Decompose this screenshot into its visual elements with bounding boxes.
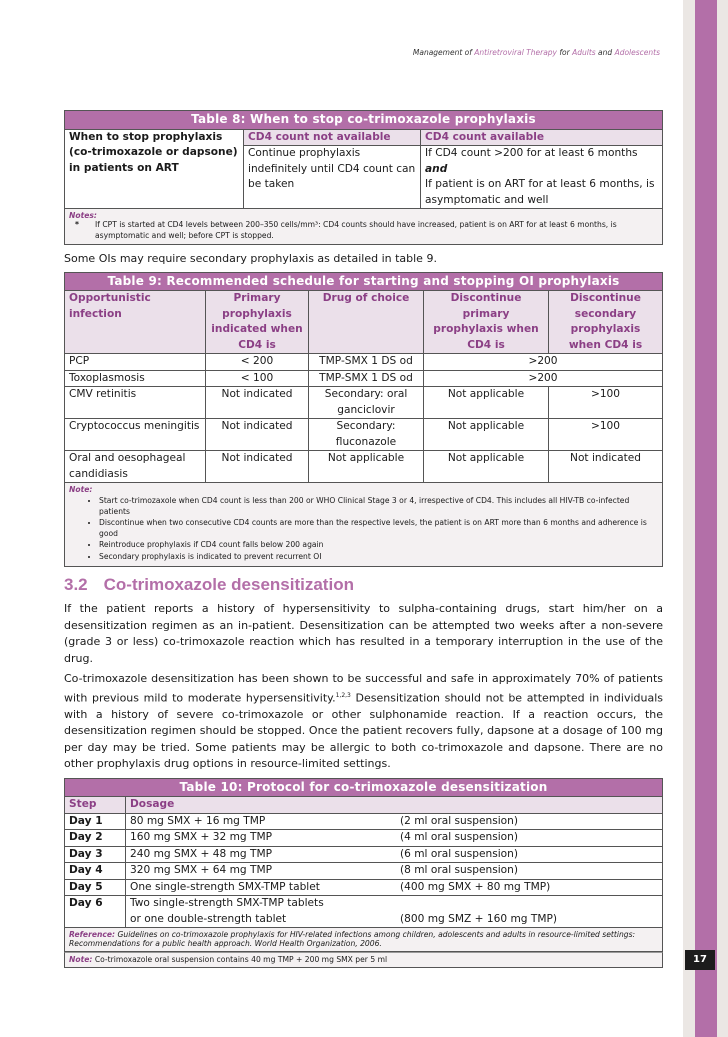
table-10 [64,778,663,929]
table-9-header: Opportunistic infection [65,291,206,354]
running-header [64,48,660,57]
table-cell: Day 4 [65,863,126,880]
table-cell: Day 2 [65,830,126,847]
table-cell: (400 mg SMX + 80 mg TMP) [396,879,663,896]
header-highlight: Adults [572,48,596,57]
paragraph: If the patient reports a history of hypersensitivity to sulpha-containing drugs, start him/her on a desensitization regimen as an in-patient. Desensitization can be attempted two weeks after a non-severe (grade 3 or less) co-trimoxazole reaction which has resulted in a temporary interruption in the use of the drug. [64,602,663,665]
table-row [65,370,663,387]
note-text: If CPT is started at CD4 levels between 200–350 cells/mm³: CD4 counts should have increased, patient is on ART for at least 6 months, is asymptomatic and well; before CPT is stopped. [95,220,617,240]
cd4-condition-1: If CD4 count >200 for at least 6 months [425,147,638,159]
table-cell: Not applicable [424,419,549,451]
header-highlight: Antiretroviral Therapy [474,48,557,57]
page-number: 17 [685,950,715,970]
table-row [65,354,663,371]
table-9-header: Discontinue primary prophylaxis when CD4 is [424,291,549,354]
table-8-col2-value [421,146,663,209]
cd4-condition-2: If patient is on ART for at least 6 months, is asymptomatic and well [425,178,655,206]
table-10-header: Dosage [126,797,663,814]
table-row [65,863,663,880]
table-8-col2-header: CD4 count available [421,129,663,146]
table-cell: PCP [65,354,206,371]
table-cell: (8 ml oral suspension) [396,863,663,880]
intro-text: Some OIs may require secondary prophylaxis as detailed in table 9. [64,252,437,265]
list-item: • Secondary prophylaxis is indicated to prevent recurrent OI [99,552,658,563]
table-8-row-label: When to stop prophylaxis (co-trimoxazole or dapsone) in patients on ART [65,129,244,209]
table-cell: >100 [549,419,663,451]
notes-label: Note: [69,485,93,494]
table-9-header: Discontinue secondary prophylaxis when CD4 is [549,291,663,354]
table-row [65,387,663,419]
table-cell: CMV retinitis [65,387,206,419]
table-row [65,830,663,847]
table-cell: 240 mg SMX + 48 mg TMP [126,846,397,863]
table-cell: 320 mg SMX + 64 mg TMP [126,863,397,880]
table-cell: < 200 [206,354,309,371]
header-text: for [557,48,573,57]
paragraph-text: Desensitization should not be attempted in individuals with a history of severe co-trimoxazole or other sulphonamide reaction. If a reaction occurs, the desensitization regimen should be stopped. Once the patient recovers fully, dapsone at a dosage of 100 mg per day may be tried. Some patients may be allergic to both co-trimoxazole and dapsone. There are no other prophylaxis drug options in resource-limited settings. [64,691,663,771]
table-cell: >100 [549,387,663,419]
table-cell: < 100 [206,370,309,387]
reference-text: Guidelines on co-trimoxazole prophylaxis for HIV-related infections among children, adolescents and adults in resource-limited settings: Recommendations for a public health approach. World Health Organization, 2006. [69,930,636,949]
notes-label: Note: [69,955,93,965]
table-cell: Secondary: fluconazole [309,419,424,451]
table-cell: 160 mg SMX + 32 mg TMP [126,830,397,847]
table-8-col1-value: Continue prophylaxis indefinitely until CD4 count can be taken [244,146,421,209]
dose-line: or one double-strength tablet [130,912,287,925]
section-number: 3.2 [64,575,88,594]
table-row [65,813,663,830]
section-heading [64,575,663,595]
table-row [65,879,663,896]
table-8-notes [64,209,663,245]
table-cell: Not indicated [206,387,309,419]
table-10-title: Table 10: Protocol for co-trimoxazole desensitization [65,778,663,797]
table-cell: Not indicated [549,451,663,483]
table-cell: 80 mg SMX + 16 mg TMP [126,813,397,830]
table-8 [64,110,663,209]
table-cell: Day 1 [65,813,126,830]
notes-list [69,496,658,562]
table-row [65,419,663,451]
table-9-header: Drug of choice [309,291,424,354]
asterisk-icon: * [75,220,79,229]
list-item: • Reintroduce prophylaxis if CD4 count falls below 200 again [99,540,658,551]
table-cell: (800 mg SMZ + 160 mg TMP) [396,896,663,928]
table-cell: >200 [424,370,663,387]
header-text: and [595,48,615,57]
table-8-title: Table 8: When to stop co-trimoxazole prophylaxis [65,111,663,130]
table-9-header: Primary prophylaxis indicated when CD4 is [206,291,309,354]
table-cell: Day 6 [65,896,126,928]
paragraph-text: Co-trimoxazole desensitization has been shown to be successful and safe in approximately 70% of patients with previous mild to moderate hypersensitivity. [64,672,663,705]
table-9 [64,272,663,484]
table-cell: (2 ml oral suspension) [396,813,663,830]
table-cell: TMP-SMX 1 DS od [309,354,424,371]
paragraph [64,671,663,773]
table-cell: Toxoplasmosis [65,370,206,387]
table-cell: Oral and oesophageal candidiasis [65,451,206,483]
list-item: • Discontinue when two consecutive CD4 counts are more than the respective levels, the patient is on ART more than 6 months and adherence is good [99,518,658,539]
table-cell: Day 3 [65,846,126,863]
table-cell: Not applicable [424,387,549,419]
table-cell: (6 ml oral suspension) [396,846,663,863]
table-cell: Cryptococcus meningitis [65,419,206,451]
header-text: Management of [412,48,475,57]
table-cell: Secondary: oral ganciclovir [309,387,424,419]
cd4-condition-and: and [425,162,448,175]
page-content [64,110,663,968]
table-9-notes [64,483,663,567]
table-row [65,896,663,928]
note-text: Co-trimoxazole oral suspension contains 40 mg TMP + 200 mg SMX per 5 ml [94,955,388,965]
table-10-note [64,952,663,968]
dose-line: Two single-strength SMX-TMP tablets [130,897,324,910]
reference-superscript: 1,2,3 [335,691,351,699]
table-10-header: Step [65,797,126,814]
table-cell: >200 [424,354,663,371]
header-highlight: Adolescents [614,48,660,57]
table-8-col1-header: CD4 count not available [244,129,421,146]
table-9-title: Table 9: Recommended schedule for starting and stopping OI prophylaxis [65,272,663,291]
reference-label: Reference: [69,930,116,940]
table-cell: Day 5 [65,879,126,896]
table-cell: Not applicable [309,451,424,483]
table-cell [126,896,397,928]
list-item: • Start co-trimozaxole when CD4 count is less than 200 or WHO Clinical Stage 3 or 4, irrespective of CD4. This includes all HIV-TB co-infected patients [99,496,658,517]
table-row [65,846,663,863]
table-cell: TMP-SMX 1 DS od [309,370,424,387]
table-cell: One single-strength SMX-TMP tablet [126,879,397,896]
table-10-reference [64,928,663,952]
table-cell: Not indicated [206,419,309,451]
table-cell: Not applicable [424,451,549,483]
section-title: Co-trimoxazole desensitization [103,575,354,594]
table-cell: Not indicated [206,451,309,483]
sidebar-accent-bar [695,0,717,1037]
notes-label: Notes: [69,211,97,220]
table-cell: (4 ml oral suspension) [396,830,663,847]
table-row [65,451,663,483]
note-item [69,220,658,241]
